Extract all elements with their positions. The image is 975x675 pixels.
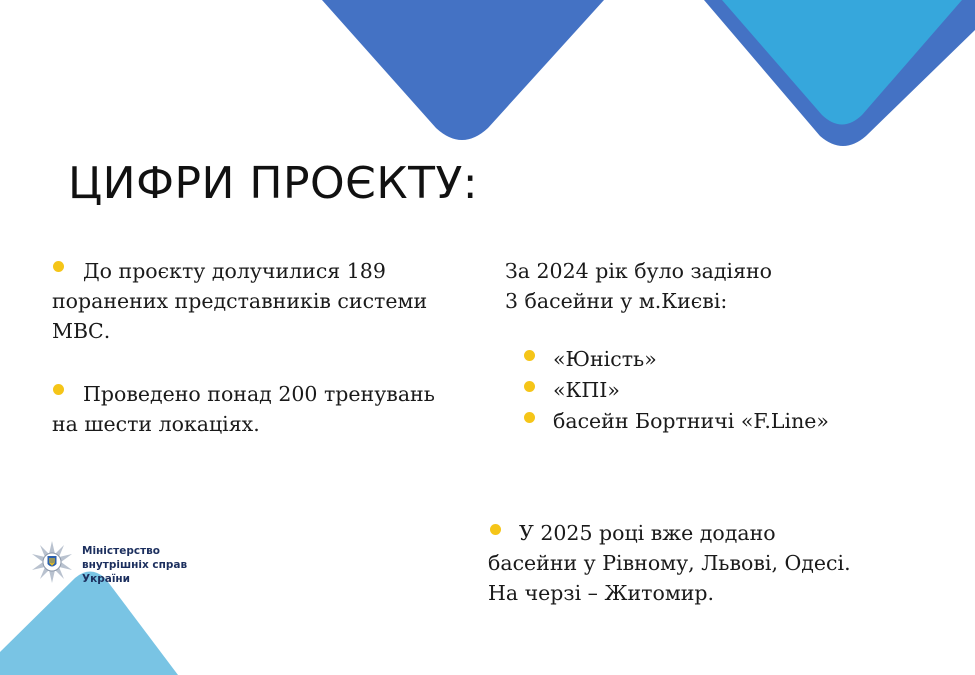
ministry-logo-text: Міністерство внутрішніх справ України bbox=[82, 545, 188, 585]
participants-text: До проєкту долучилися 189 поранених представників системи МВС. bbox=[52, 259, 428, 343]
bullet-dot bbox=[524, 412, 535, 423]
pool-item: «КПІ» bbox=[553, 378, 620, 402]
top-blue-triangle bbox=[322, 0, 604, 140]
bottom-left-triangle bbox=[0, 572, 178, 675]
trainings-text: Проведено понад 200 тренувань на шести локаціях. bbox=[52, 382, 435, 436]
bullet-dot bbox=[524, 350, 535, 361]
pool-item: «Юність» bbox=[553, 347, 657, 371]
police-star-emblem-icon bbox=[30, 540, 74, 584]
pool-item: басейн Бортничі «F.Line» bbox=[553, 409, 829, 433]
pools-intro-text: За 2024 рік було задіяно 3 басейни у м.Києві: bbox=[505, 259, 773, 313]
page-title: ЦИФРИ ПРОЄКТУ: bbox=[68, 158, 479, 209]
expansion-note-text: У 2025 році вже додано басейни у Рівному, Львові, Одесі. На черзі – Житомир. bbox=[488, 521, 851, 605]
bullet-dot bbox=[524, 381, 535, 392]
